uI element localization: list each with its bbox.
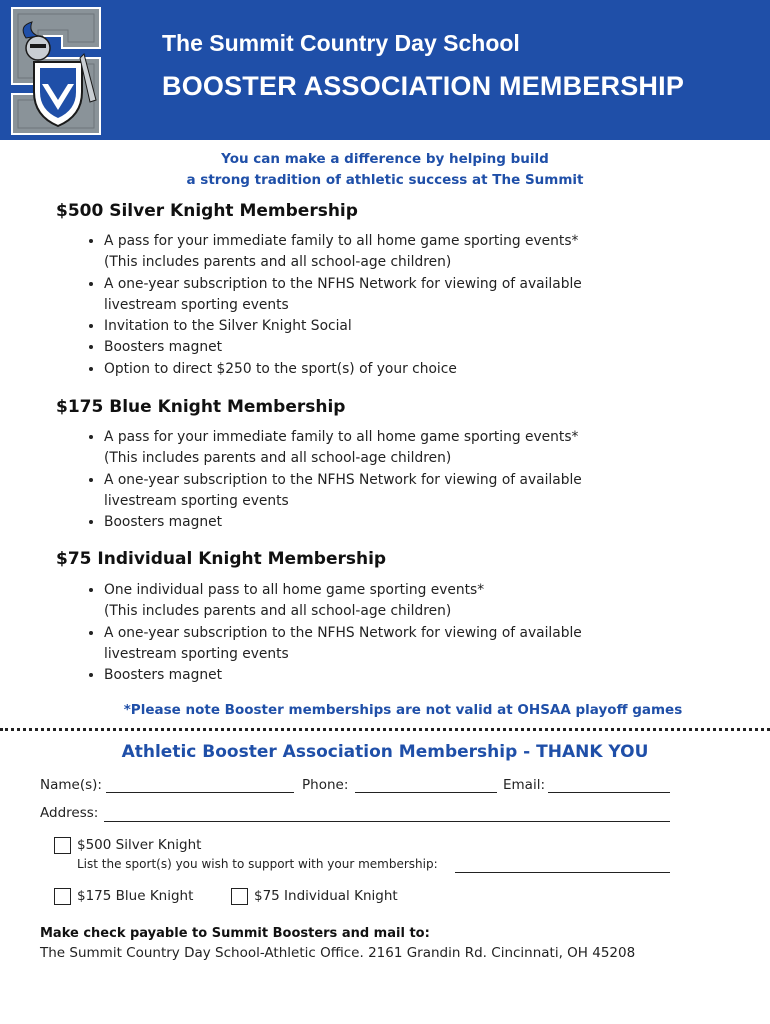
phone-label: Phone: — [302, 777, 349, 793]
playoff-note: *Please note Booster memberships are not valid at OHSAA playoff games — [123, 702, 683, 718]
mailing-address: The Summit Country Day School-Athletic Office. 2161 Grandin Rd. Cincinnati, OH 45208 — [40, 945, 636, 961]
cut-line-divider — [0, 728, 770, 731]
page-title: BOOSTER ASSOCIATION MEMBERSHIP — [162, 71, 685, 101]
benefit-item: • Boosters magnet — [104, 337, 724, 358]
benefits-list-blue — [86, 427, 724, 533]
blue-knight-option-label: $175 Blue Knight — [77, 888, 194, 904]
email-label: Email: — [503, 777, 546, 793]
phone-field[interactable] — [355, 791, 497, 793]
blue-knight-checkbox[interactable] — [54, 888, 71, 905]
benefit-item-continuation: livestream sporting events — [104, 645, 289, 662]
benefit-item-continuation: livestream sporting events — [104, 492, 289, 509]
tagline-line-2: a strong tradition of athletic success at The Summit — [186, 172, 584, 188]
benefit-item: • Boosters magnet — [104, 665, 724, 686]
summit-logo-icon — [4, 4, 104, 138]
tier-title-individual: $75 Individual Knight Membership — [56, 549, 387, 569]
address-label: Address: — [40, 805, 99, 821]
benefit-item: • A one-year subscription to the NFHS Network for viewing of available — [104, 274, 724, 295]
silver-knight-option-label: $500 Silver Knight — [77, 837, 202, 853]
tagline-line-1: You can make a difference by helping build — [221, 151, 549, 167]
benefits-list-silver — [86, 231, 724, 380]
benefit-item: • A pass for your immediate family to all home game sporting events* — [104, 231, 724, 252]
individual-knight-checkbox[interactable] — [231, 888, 248, 905]
benefit-item: • A one-year subscription to the NFHS Network for viewing of available — [104, 470, 724, 491]
benefit-item-continuation: (This includes parents and all school-age children) — [104, 450, 452, 467]
individual-knight-option-label: $75 Individual Knight — [254, 888, 398, 904]
names-label: Name(s): — [40, 777, 102, 793]
school-name: The Summit Country Day School — [162, 30, 520, 56]
benefit-item-continuation: (This includes parents and all school-age children) — [104, 603, 452, 620]
benefit-item: • One individual pass to all home game sporting events* — [104, 580, 724, 601]
sports-prompt-label: List the sport(s) you wish to support with your membership: — [77, 857, 438, 871]
tier-title-silver: $500 Silver Knight Membership — [56, 201, 358, 221]
benefit-item: • Option to direct $250 to the sport(s) of your choice — [104, 359, 724, 380]
names-field[interactable] — [106, 791, 294, 793]
silver-knight-checkbox[interactable] — [54, 837, 71, 854]
benefit-item-continuation: (This includes parents and all school-age children) — [104, 254, 452, 271]
form-title: Athletic Booster Association Membership - THANK YOU — [121, 742, 649, 762]
address-field[interactable] — [104, 820, 670, 822]
benefits-list-individual — [86, 580, 724, 686]
header-banner — [0, 0, 770, 140]
email-field[interactable] — [548, 791, 670, 793]
benefit-item: • A one-year subscription to the NFHS Network for viewing of available — [104, 623, 724, 644]
mail-instructions-title: Make check payable to Summit Boosters and mail to: — [40, 926, 430, 941]
benefit-item: • A pass for your immediate family to all home game sporting events* — [104, 427, 724, 448]
benefit-item: • Boosters magnet — [104, 512, 724, 533]
tier-title-blue: $175 Blue Knight Membership — [56, 397, 346, 417]
benefit-item-continuation: livestream sporting events — [104, 296, 289, 313]
benefit-item: • Invitation to the Silver Knight Social — [104, 316, 724, 337]
sports-field[interactable] — [455, 871, 670, 873]
